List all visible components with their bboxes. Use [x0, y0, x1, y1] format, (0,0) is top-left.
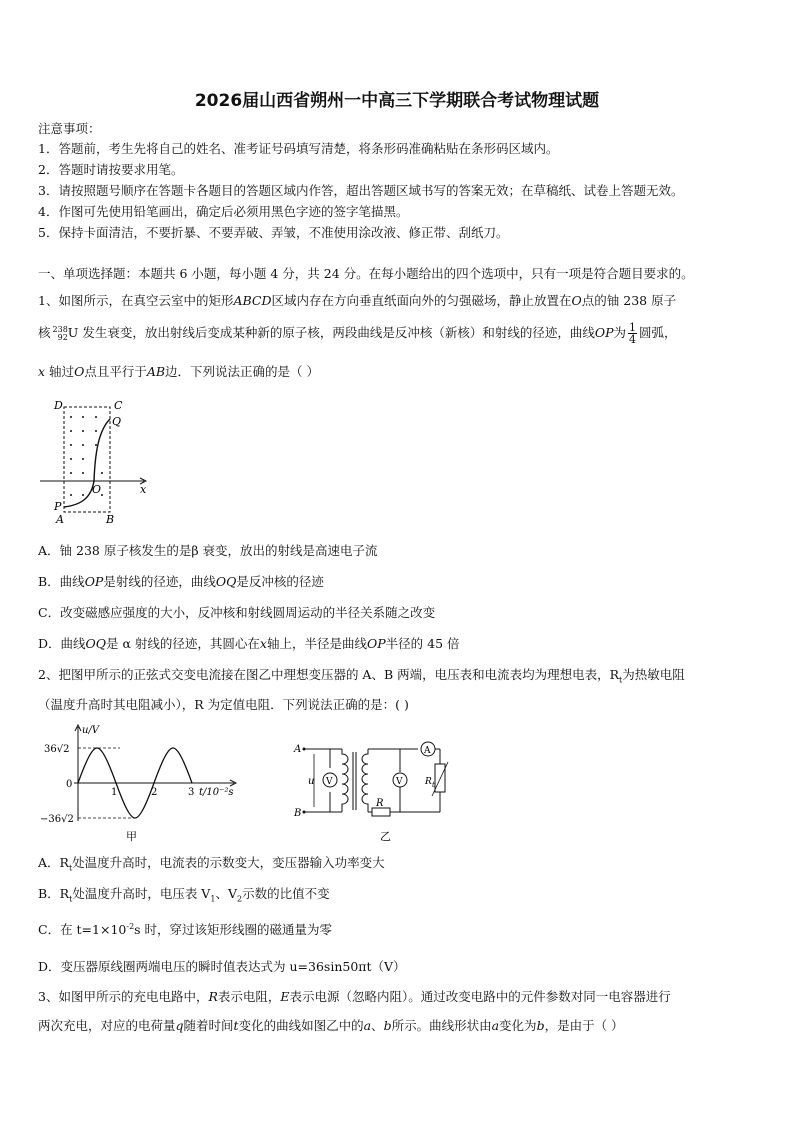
label-D: D [54, 399, 63, 412]
label-P: P [54, 500, 62, 513]
x-axis-label: t/10⁻²s [199, 787, 234, 798]
label-O: O [92, 483, 102, 496]
question-1-line-1: 1、如图所示，在真空云室中的矩形ABCD区域内存在方向垂直纸面向外的匀强磁场，静止放置在O点的铀 238 原子 [38, 293, 677, 308]
voltmeter-v2: V [396, 777, 403, 787]
x-tick-2: 2 [151, 787, 158, 798]
question-2-line-1: 2、把图甲所示的正弦式交变电流接在图乙中理想变压器的 A、B 两端，电压表和电流表均为理想电表，$R_t$为热敏电阻 [38, 667, 685, 685]
section-heading: 一、单项选择题：本题共 6 小题，每小题 4 分，共 24 分。在每小题给出的四个选项中，只有一项是符合题目要求的。 [38, 266, 694, 281]
question-3-line-2: 两次充电，对应的电荷量q随着时间t变化的曲线如图乙中的a、b所示。曲线形状由a变化为b，是由于（ ） [38, 1018, 624, 1033]
q2-option-d: D．变压器原线圈两端电压的瞬时值表达式为 u=36sin50πt（V） [38, 959, 406, 974]
q2-option-a: A．$R_t$处温度升高时，电流表的示数变大，变压器输入功率变大 [38, 855, 385, 873]
nuclide-numbers: 238 92 [52, 324, 68, 342]
fraction: $\frac{1}{4}$ [629, 321, 637, 346]
y-axis-label: u/V [82, 725, 100, 736]
notice-item: 1．答题前，考生先将自己的姓名、准考证号码填写清楚，将条形码准确粘贴在条形码区域内。 [38, 141, 559, 156]
q1-option-b: B．曲线OP是射线的径迹，曲线OQ是反冲核的径迹 [38, 574, 324, 589]
label-Rt: R [425, 777, 432, 787]
y-tick-zero: 0 [66, 779, 73, 790]
q2-option-b: B．$R_t$处温度升高时，电压表 $V_1$、$V_2$示数的比值不变 [38, 886, 330, 904]
terminal-B: B [294, 808, 302, 819]
q1-figure [36, 395, 166, 530]
y-tick-neg: −36√2 [40, 814, 74, 825]
q2-option-c: C．在 $t=1\times 10^{-2}s$ 时，穿过该矩形线圈的磁通量为零 [38, 921, 333, 937]
notice-item: 2．答题时请按要求用笔。 [38, 162, 184, 177]
x-tick-3: 3 [188, 787, 195, 798]
caption-yi: 乙 [380, 830, 391, 843]
q2-figure-jia [38, 723, 238, 848]
label-C: C [114, 399, 123, 412]
label-u: u [308, 776, 315, 787]
label-x: x [140, 483, 147, 496]
q1-option-d: D．曲线OQ是 α 射线的径迹，其圆心在x轴上，半径是曲线OP半径的 45 倍 [38, 636, 460, 651]
q2-figure-yi [290, 740, 450, 848]
notice-item: 4．作图可先使用铅笔画出，确定后必须用黑色字迹的签字笔描黑。 [38, 204, 409, 219]
ammeter: A [424, 746, 431, 756]
notice-item: 3．请按照题号顺序在答题卡各题目的答题区域内作答，超出答题区域书写的答案无效；在草稿纸、试卷上答题无效。 [38, 183, 684, 198]
label-Rt-sub: t [432, 781, 435, 789]
voltmeter-v1: V [326, 777, 333, 787]
terminal-A: A [294, 744, 302, 755]
x-tick-1: 1 [111, 787, 118, 798]
label-A: A [56, 513, 64, 526]
label-Q: Q [112, 415, 122, 428]
page-title: 2026届山西省朔州一中高三下学期联合考试物理试题 [194, 91, 600, 111]
y-tick-pos: 36√2 [44, 744, 70, 755]
q1-option-c: C．改变磁感应强度的大小，反冲核和射线圆周运动的半径关系随之改变 [38, 605, 436, 620]
notice-item: 5．保持卡面清洁，不要折暴、不要弄破、弄皱，不准使用涂改液、修正带、刮纸刀。 [38, 225, 509, 240]
question-1-line-2: 核 238 92 U 发生衰变，放出射线后变成某种新的原子核，两段曲线是反冲核（新核）和射线的径迹，曲线OP为 $\frac{1}{4}$ 圆弧， [38, 321, 677, 346]
notice-heading: 注意事项： [38, 121, 101, 136]
question-2-line-2: （温度升高时其电阻减小），R 为定值电阻．下列说法正确的是：( ) [38, 697, 409, 712]
label-R: R [376, 798, 384, 809]
label-B: B [106, 513, 115, 526]
q1-option-a: A．铀 238 原子核发生的是β 衰变，放出的射线是高速电子流 [38, 543, 378, 558]
question-1-line-3: x 轴过O点且平行于AB边．下列说法正确的是（ ） [38, 364, 320, 379]
question-3-line-1: 3、如图甲所示的充电电路中，R表示电阻，E表示电源（忽略内阻）。通过改变电路中的元件参数对同一电容器进行 [38, 989, 671, 1004]
caption-jia: 甲 [126, 830, 137, 843]
